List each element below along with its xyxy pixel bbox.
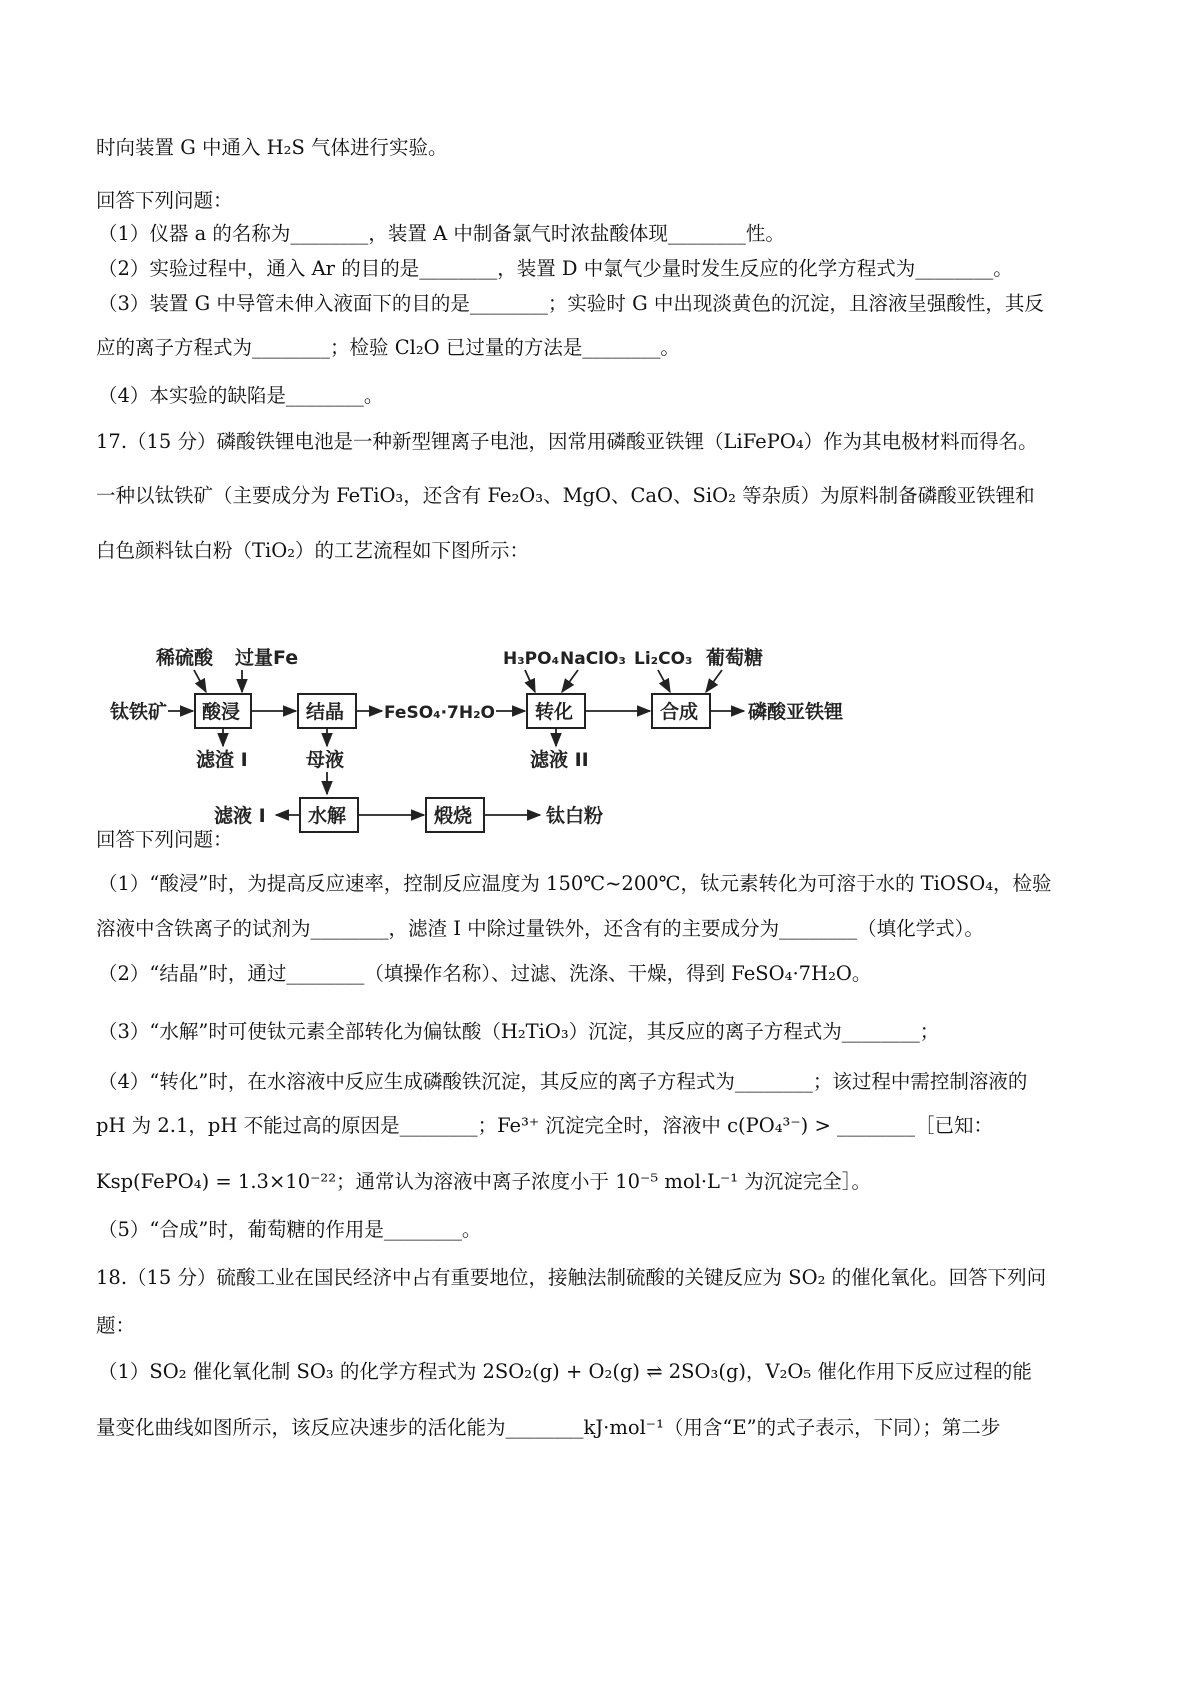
process-box-label: 合成: [660, 701, 699, 723]
question-part: （4）“转化”时，在水溶液中反应生成磷酸铁沉淀，其反应的离子方程式为________；该过程中需控制溶液的: [98, 1070, 1028, 1093]
text-line: 白色颜料钛白粉（TiO₂）的工艺流程如下图所示：: [96, 539, 530, 562]
text-line: pH 为 2.1，pH 不能过高的原因是________；Fe³⁺ 沉淀完全时，溶液中 c(PO₄³⁻) > ________［已知：: [96, 1114, 994, 1137]
flow-output-label: 磷酸亚铁锂: [748, 701, 844, 723]
text-line: 量变化曲线如图所示，该反应决速步的活化能为________kJ·mol⁻¹（用含“E”的式子表示，下同）；第二步: [96, 1416, 1001, 1439]
question-header: 17.（15 分）磷酸铁锂电池是一种新型锂离子电池，因常用磷酸亚铁锂（LiFePO₄）作为其电极材料而得名。: [96, 430, 1038, 453]
reagent-label: 葡萄糖: [706, 647, 764, 669]
reagent-label: NaClO₃: [560, 649, 626, 669]
question-part: （5）“合成”时，葡萄糖的作用是________。: [98, 1218, 482, 1241]
process-box-label: 转化: [535, 701, 574, 723]
question-part: （3）装置 G 中导管未伸入液面下的目的是________；实验时 G 中出现淡黄色的沉淀，且溶液呈强酸性，其反: [98, 292, 1044, 315]
text-line: 一种以钛铁矿（主要成分为 FeTiO₃，还含有 Fe₂O₃、MgO、CaO、SiO₂ 等杂质）为原料制备磷酸亚铁锂和: [96, 484, 1035, 507]
intermediate-label: FeSO₄·7H₂O: [384, 703, 496, 723]
question-part: （1）仪器 a 的名称为________，装置 A 中制备氯气时浓盐酸体现________性。: [98, 222, 785, 245]
flow-arrow: [194, 670, 206, 692]
text-line: 回答下列问题：: [96, 189, 233, 212]
flow-arrow: [562, 670, 578, 692]
filtrate-label: 滤液 I: [214, 805, 266, 827]
question-part: （1）SO₂ 催化氧化制 SO₃ 的化学方程式为 2SO₂(g) + O₂(g) ⇌ 2SO₃(g)，V₂O₅ 催化作用下反应过程的能: [98, 1360, 1032, 1383]
flow-input-label: 钛铁矿: [110, 701, 168, 723]
question-part: （2）“结晶”时，通过________（填操作名称）、过滤、洗涤、干燥，得到 FeSO₄·7H₂O。: [98, 962, 872, 985]
text-line: 溶液中含铁离子的试剂为________，滤渣 I 中除过量铁外，还含有的主要成分为________（填化学式）。: [96, 917, 984, 940]
text-line: 题：: [96, 1314, 136, 1337]
residue-label: 滤渣 I: [196, 749, 248, 771]
reagent-label: 稀硫酸: [156, 647, 214, 669]
process-box-label: 煅烧: [434, 805, 473, 827]
flow-arrow: [525, 670, 535, 692]
question-part: （1）“酸浸”时，为提高反应速率，控制反应温度为 150℃~200℃，钛元素转化为可溶于水的 TiOSO₄，检验: [98, 872, 1052, 895]
process-box-label: 结晶: [306, 701, 345, 723]
reagent-label: 过量Fe: [235, 647, 299, 669]
text-line: Ksp(FePO₄) = 1.3×10⁻²²；通常认为溶液中离子浓度小于 10⁻⁵ mol·L⁻¹ 为沉淀完全］。: [96, 1170, 872, 1193]
mother-liquor-label: 母液: [306, 749, 345, 771]
flow-arrow: [658, 670, 670, 692]
question-part: （3）“水解”时可使钛元素全部转化为偏钛酸（H₂TiO₃）沉淀，其反应的离子方程式为________；: [98, 1020, 940, 1043]
flow-arrow: [706, 670, 722, 692]
flow-output-label: 钛白粉: [546, 805, 604, 827]
text-line: 时向装置 G 中通入 H₂S 气体进行实验。: [96, 136, 448, 159]
question-part: （4）本实验的缺陷是________。: [98, 384, 384, 407]
question-header: 18.（15 分）硫酸工业在国民经济中占有重要地位，接触法制硫酸的关键反应为 SO₂ 的催化氧化。回答下列问: [96, 1266, 1047, 1289]
process-box-label: 水解: [308, 805, 347, 827]
question-part: （2）实验过程中，通入 Ar 的目的是________，装置 D 中氯气少量时发生反应的化学方程式为________。: [98, 257, 1013, 280]
text-line: 回答下列问题：: [96, 828, 233, 851]
text-line: 应的离子方程式为________；检验 Cl₂O 已过量的方法是________。: [96, 336, 680, 359]
process-box-label: 酸浸: [202, 701, 241, 723]
reagent-label: H₃PO₄: [503, 649, 560, 669]
reagent-label: Li₂CO₃: [634, 649, 693, 669]
filtrate-label: 滤液 II: [530, 749, 589, 771]
